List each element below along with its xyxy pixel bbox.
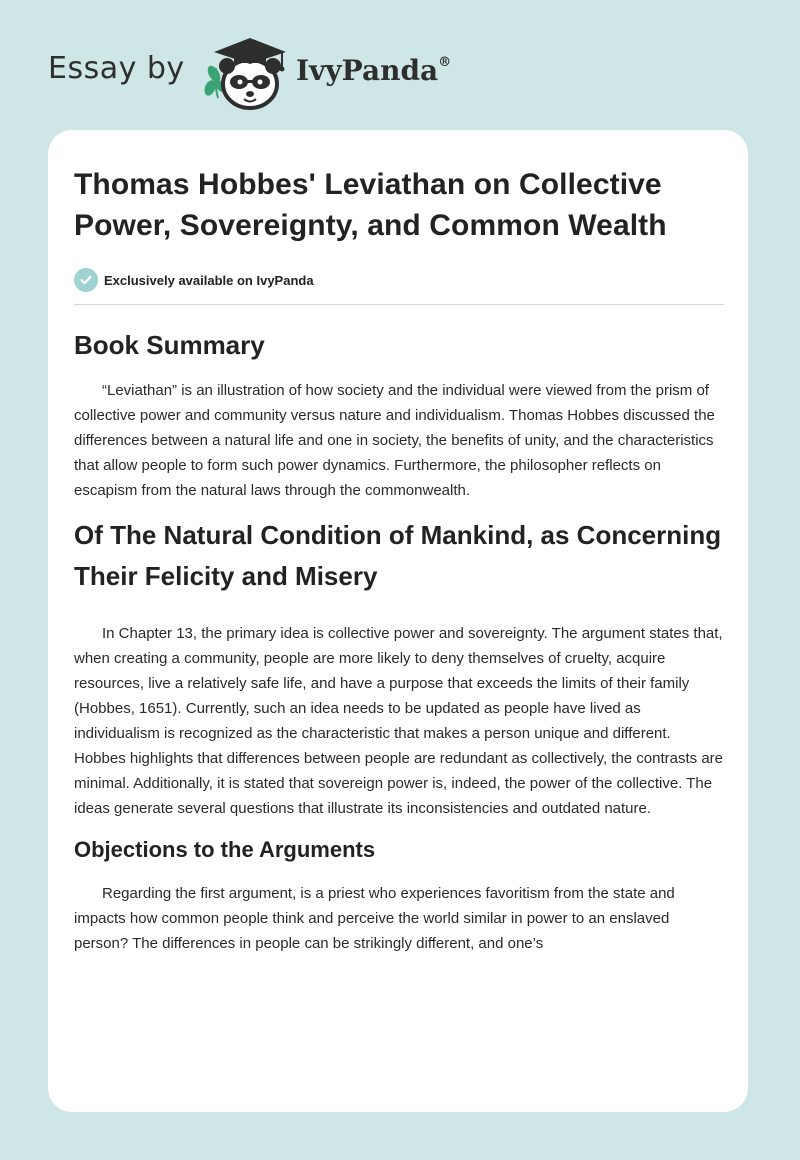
brand-name-text: IvyPanda <box>296 54 439 87</box>
section-body-book-summary: “Leviathan” is an illustration of how society and the individual were viewed from the prism of collective power and community versus nature and individualism. Thomas Hobbes discussed the differences between a natural life and one in society, the benefits of unity, and the characteristics that allow people to form such power dynamics. Furthermore, the philosopher reflects on escapism from the natural laws through the commonwealth. <box>74 382 715 499</box>
article-content <box>74 164 724 956</box>
check-circle-icon <box>74 268 98 292</box>
panda-graduation-cap-icon[interactable] <box>200 34 292 112</box>
section-body-natural-condition: In Chapter 13, the primary idea is collective power and sovereignty. The argument states that, when creating a community, people are more likely to deny themselves of cruelty, acquire resources, live a relatively safe life, and have a purpose that exceeds the limits of their family (Hobbes, 1651). Currently, such an idea needs to be updated as people have lived as individualism is recognized as the characteristic that makes a person unique and different. Hobbes highlights that differences between people are redundant as collectively, the contrasts are minimal. Additionally, it is stated that sovereign power is, indeed, the power of the collective. The ideas generate several questions that illustrate its inconsistencies and outdated nature. <box>74 625 724 817</box>
section-heading-book-summary: Book Summary <box>74 330 265 360</box>
registered-mark: ® <box>438 54 452 70</box>
article-title: Thomas Hobbes' Leviathan on Collective Power, Sovereignty, and Common Wealth <box>74 168 667 242</box>
section-heading-objections: Objections to the Arguments <box>74 837 376 862</box>
essay-by-label: Essay by <box>48 51 185 86</box>
brand-name[interactable] <box>296 54 451 87</box>
section-heading-natural-condition: Of The Natural Condition of Mankind, as Concerning Their Felicity and Misery <box>74 520 722 591</box>
site-header <box>0 0 800 130</box>
article-card <box>48 130 748 1112</box>
exclusive-badge <box>74 268 724 292</box>
divider <box>74 304 724 305</box>
exclusive-label: Exclusively available on IvyPanda <box>104 272 314 288</box>
section-body-objections: Regarding the first argument, is a priest who experiences favoritism from the state and impacts how common people think and perceive the world similar in power to an enslaved person? The differences in people can be strikingly different, and one’s <box>74 885 675 952</box>
